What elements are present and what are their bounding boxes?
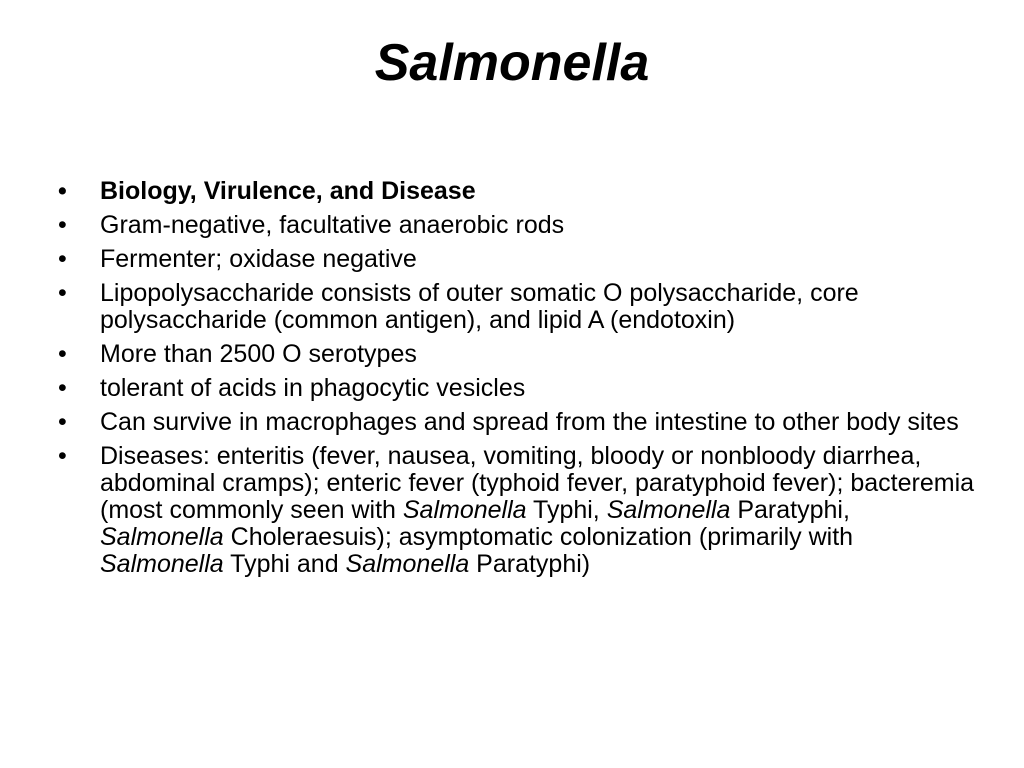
diseases-text-3: Paratyphi, xyxy=(730,496,850,524)
bullet-item-fermenter: • Fermenter; oxidase negative xyxy=(56,246,976,273)
genus-name: Salmonella xyxy=(100,550,224,578)
bullet-item-serotypes: • More than 2500 O serotypes xyxy=(56,341,976,368)
diseases-text-6: Paratyphi) xyxy=(469,550,591,578)
diseases-text-2: Typhi, xyxy=(526,496,607,524)
bullet-item-lipopolysaccharide: • Lipopolysaccharide consists of outer somatic O polysaccharide, core polysaccharide (common antigen), and lipid A (endotoxin) xyxy=(56,280,976,334)
diseases-text-5: Typhi and xyxy=(223,550,346,578)
genus-name: Salmonella xyxy=(402,496,527,524)
genus-name: Salmonella xyxy=(345,550,470,578)
slide-title: Salmonella xyxy=(374,34,650,92)
bullet-item-gram-negative: • Gram-negative, facultative anaerobic rods xyxy=(56,212,976,239)
bullet-list xyxy=(56,178,976,585)
genus-name: Salmonella xyxy=(606,496,731,524)
bullet-item-macrophages: • Can survive in macrophages and spread from the intestine to other body sites xyxy=(56,409,976,436)
bullet-item-heading: • Biology, Virulence, and Disease xyxy=(56,178,976,205)
bullet-item-diseases xyxy=(56,443,976,578)
bullet-item-acid-tolerance: • tolerant of acids in phagocytic vesicles xyxy=(56,375,976,402)
diseases-text-1: Diseases: enteritis (fever, nausea, vomiting, bloody or nonbloody diarrhea, abdominal cramps); enteric fever (typhoid fever, paratyphoid fever); bacteremia (most commonly seen with xyxy=(100,442,975,524)
genus-name: Salmonella xyxy=(100,523,224,551)
diseases-text-4: Choleraesuis); asymptomatic colonization (primarily with xyxy=(223,523,854,551)
